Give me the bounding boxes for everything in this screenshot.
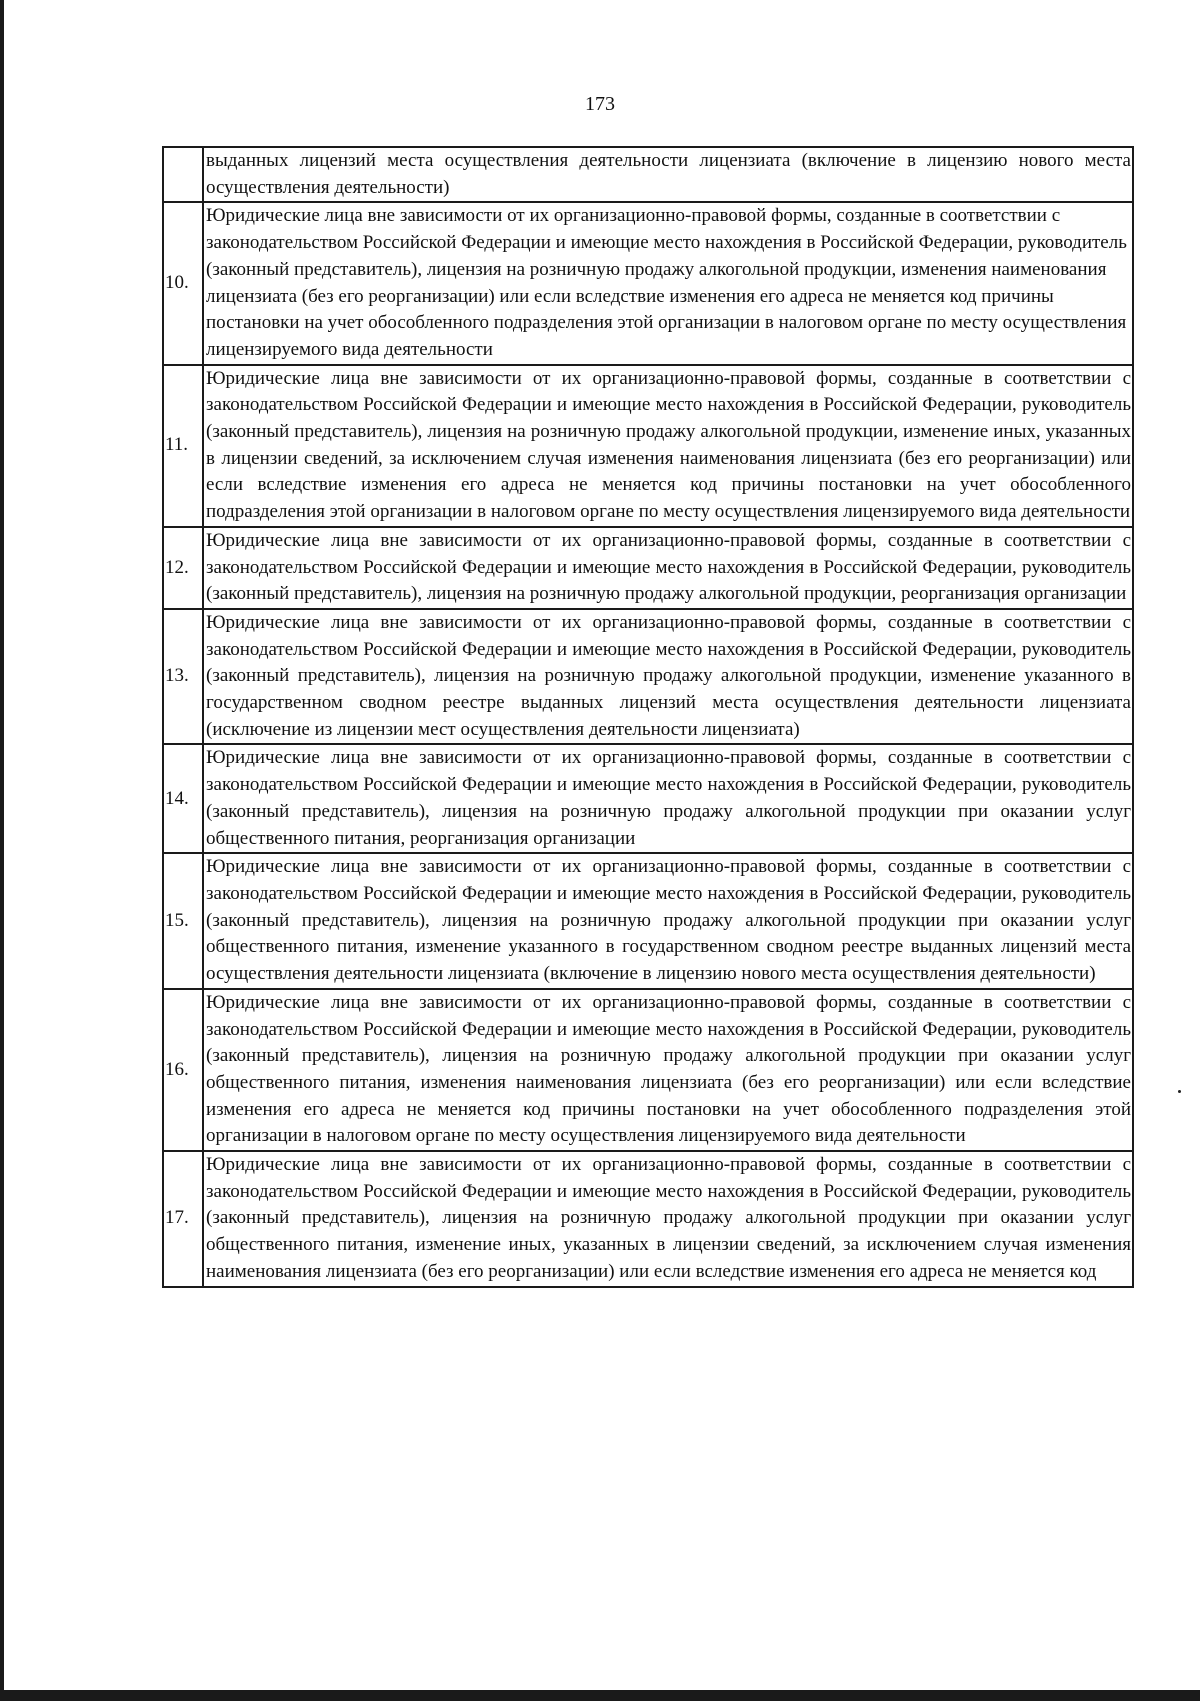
row-text: Юридические лица вне зависимости от их организационно-правовой формы, созданные в соответствии с законодательством Российской Федерации и имеющие место нахождения в Российской Федерации, руководитель (законный представитель), лицензия на розничную продажу алкогольной продукции, изменение иных, указанных в лицензии сведений, за исключением случая изменения наименования лицензиата (без его реорганизации) или если вследствие изменения его адреса не меняется код причины постановки на учет обособленного подразделения этой организации в налоговом органе по месту осуществления лицензируемого вида деятельности (203, 365, 1133, 527)
row-number: 16. (163, 989, 203, 1151)
row-text: Юридические лица вне зависимости от их организационно-правовой формы, созданные в соответствии с законодательством Российской Федерации и имеющие место нахождения в Российской Федерации, руководитель (законный представитель), лицензия на розничную продажу алкогольной продукции, реорганизация организации (203, 527, 1133, 609)
table-row (163, 365, 1133, 527)
row-text: выданных лицензий места осуществления деятельности лицензиата (включение в лицензию нового места осуществления деятельности) (203, 147, 1133, 202)
row-text: Юридические лица вне зависимости от их организационно-правовой формы, созданные в соответствии с законодательством Российской Федерации и имеющие место нахождения в Российской Федерации, руководитель (законный представитель), лицензия на розничную продажу алкогольной продукции, изменения наименования лицензиата (без его реорганизации) или если вследствие изменения его адреса не меняется код причины постановки на учет обособленного подразделения этой организации в налоговом органе по месту осуществления лицензируемого вида деятельности (203, 202, 1133, 364)
row-text: Юридические лица вне зависимости от их организационно-правовой формы, созданные в соответствии с законодательством Российской Федерации и имеющие место нахождения в Российской Федерации, руководитель (законный представитель), лицензия на розничную продажу алкогольной продукции при оказании услуг общественного питания, изменение указанного в государственном сводном реестре выданных лицензий места осуществления деятельности лицензиата (включение в лицензию нового места осуществления деятельности) (203, 853, 1133, 989)
table-row (163, 147, 1133, 202)
scan-edge-left (0, 0, 4, 1701)
row-text: Юридические лица вне зависимости от их организационно-правовой формы, созданные в соответствии с законодательством Российской Федерации и имеющие место нахождения в Российской Федерации, руководитель (законный представитель), лицензия на розничную продажу алкогольной продукции при оказании услуг общественного питания, изменение иных, указанных в лицензии сведений, за исключением случая изменения наименования лицензиата (без его реорганизации) или если вследствие изменения его адреса не меняется код (203, 1151, 1133, 1287)
table-row (163, 989, 1133, 1151)
row-number: 17. (163, 1151, 203, 1287)
row-text: Юридические лица вне зависимости от их организационно-правовой формы, созданные в соответствии с законодательством Российской Федерации и имеющие место нахождения в Российской Федерации, руководитель (законный представитель), лицензия на розничную продажу алкогольной продукции, изменение указанного в государственном сводном реестре выданных лицензий места осуществления деятельности лицензиата (исключение из лицензии мест осуществления деятельности лицензиата) (203, 609, 1133, 745)
table-row (163, 1151, 1133, 1287)
margin-mark (1178, 1090, 1181, 1093)
row-number: 10. (163, 202, 203, 364)
row-number (163, 147, 203, 202)
row-text: Юридические лица вне зависимости от их организационно-правовой формы, созданные в соответствии с законодательством Российской Федерации и имеющие место нахождения в Российской Федерации, руководитель (законный представитель), лицензия на розничную продажу алкогольной продукции при оказании услуг общественного питания, реорганизация организации (203, 744, 1133, 853)
table-row (163, 744, 1133, 853)
table-row (163, 609, 1133, 745)
table-row (163, 527, 1133, 609)
table-row (163, 202, 1133, 364)
row-number: 14. (163, 744, 203, 853)
row-number: 13. (163, 609, 203, 745)
row-text: Юридические лица вне зависимости от их организационно-правовой формы, созданные в соответствии с законодательством Российской Федерации и имеющие место нахождения в Российской Федерации, руководитель (законный представитель), лицензия на розничную продажу алкогольной продукции при оказании услуг общественного питания, изменения наименования лицензиата (без его реорганизации) или если вследствие изменения его адреса не меняется код причины постановки на учет обособленного подразделения этой организации в налоговом органе по месту осуществления лицензируемого вида деятельности (203, 989, 1133, 1151)
page-number: 173 (585, 93, 615, 115)
row-number: 12. (163, 527, 203, 609)
row-number: 15. (163, 853, 203, 989)
row-number: 11. (163, 365, 203, 527)
scan-edge-bottom (0, 1690, 1200, 1701)
table-row (163, 853, 1133, 989)
license-table (162, 146, 1134, 1288)
